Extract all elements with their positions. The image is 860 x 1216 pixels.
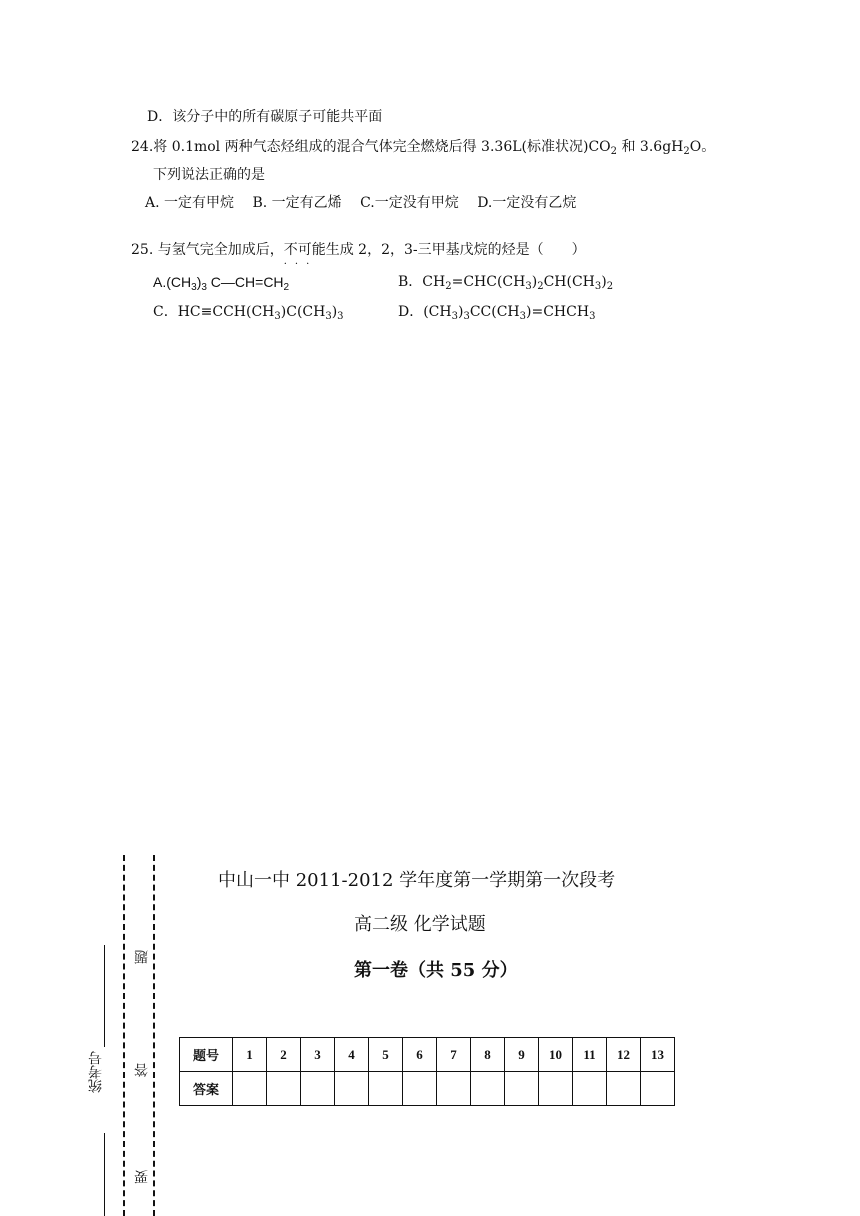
exam-number-label: 统考号 xyxy=(88,1051,104,1093)
q25-c-part: )C(CH xyxy=(280,304,326,320)
q25-stem-part-a: 25. 与氢气完全加成后， xyxy=(131,242,284,258)
q24-stem-part-b: 和 3.6gH xyxy=(617,139,684,155)
answer-table-header-row xyxy=(180,1038,675,1072)
q25-b-part: B．CH xyxy=(398,274,446,290)
q25-c-part: ) xyxy=(331,304,338,320)
q25-b-part: =CHC(CH xyxy=(451,274,526,290)
question-number: 8 xyxy=(471,1038,505,1072)
answer-cell[interactable] xyxy=(641,1072,675,1106)
q25-stem-part-b: 生成 2，2，3-三甲基戊烷的烃是（ ） xyxy=(325,242,586,258)
question-number: 12 xyxy=(607,1038,641,1072)
q25-c-sub: 3 xyxy=(337,311,344,322)
q25-c-part: C．HC≡CCH(CH xyxy=(153,304,275,320)
q24-stem-sub-h2o: 2 xyxy=(683,146,690,157)
q25-a-sub: 3 xyxy=(191,282,197,293)
question-number: 3 xyxy=(301,1038,335,1072)
q25-a-part: ) xyxy=(196,274,202,290)
q25-a-part: C—CH=CH xyxy=(206,274,284,290)
answer-label: 答案 xyxy=(180,1072,233,1106)
q25-a-sub: 2 xyxy=(283,282,290,293)
q25-a-part: A.(CH xyxy=(153,274,192,290)
answer-cell[interactable] xyxy=(471,1072,505,1106)
q25-a-sub: 3 xyxy=(201,282,207,293)
question-number: 2 xyxy=(267,1038,301,1072)
q25-d-sub: 3 xyxy=(463,311,470,322)
q25-d-part: )=CHCH xyxy=(526,304,590,320)
seal-char-da: 答 xyxy=(134,1063,150,1077)
question-number: 11 xyxy=(573,1038,607,1072)
q25-d-part: CC(CH xyxy=(469,304,520,320)
q25-b-sub: 3 xyxy=(594,281,602,292)
seal-line-left xyxy=(123,855,125,1216)
emphasis-dots: ··· xyxy=(283,259,318,270)
q25-c-sub: 3 xyxy=(274,311,281,322)
q25-b-sub: 2 xyxy=(537,281,544,292)
q25-emphasis xyxy=(283,242,326,270)
seal-line-right xyxy=(153,855,155,1216)
q25-d-part: ) xyxy=(457,304,464,320)
question-number: 1 xyxy=(233,1038,267,1072)
answer-cell[interactable] xyxy=(573,1072,607,1106)
answer-cell[interactable] xyxy=(403,1072,437,1106)
volume-title: 第一卷（共 55 分） xyxy=(354,960,518,981)
q25-d-sub: 3 xyxy=(451,311,458,322)
answer-cell[interactable] xyxy=(233,1072,267,1106)
answer-cell[interactable] xyxy=(505,1072,539,1106)
q25-b-part: CH(CH xyxy=(543,274,595,290)
question-number: 6 xyxy=(403,1038,437,1072)
q25-b-part: ) xyxy=(531,274,538,290)
q25-d-sub: 3 xyxy=(589,311,596,322)
q24-stem-part-a: 24.将 0.1mol 两种气态烃组成的混合气体完全燃烧后得 3.36L(标准状况)CO xyxy=(131,139,611,155)
q25-option-a xyxy=(153,273,289,291)
q25-b-sub: 2 xyxy=(606,281,614,292)
q24-stem-line2: 下列说法正确的是 xyxy=(153,167,265,183)
answer-cell[interactable] xyxy=(267,1072,301,1106)
answer-table xyxy=(179,1037,675,1106)
q24-stem-sub-co2: 2 xyxy=(610,146,618,157)
question-number: 4 xyxy=(335,1038,369,1072)
answer-table-answer-row xyxy=(180,1072,675,1106)
seal-char-yao: 要 xyxy=(134,1170,150,1184)
q24-stem xyxy=(131,138,715,156)
exam-number-fill-line xyxy=(104,945,105,1047)
q25-b-part: ) xyxy=(601,274,607,290)
question-number: 7 xyxy=(437,1038,471,1072)
q25-b-sub: 2 xyxy=(445,281,452,292)
answer-cell[interactable] xyxy=(539,1072,573,1106)
q25-option-d xyxy=(398,303,595,321)
question-number: 13 xyxy=(641,1038,675,1072)
q24-stem-part-c: O。 xyxy=(689,139,716,155)
q23-option-d: D．该分子中的所有碳原子可能共平面 xyxy=(147,109,383,125)
q25-emphasis-text: 不可能 xyxy=(283,242,326,258)
answer-cell[interactable] xyxy=(301,1072,335,1106)
question-number: 10 xyxy=(539,1038,573,1072)
seal-char-ti: 题 xyxy=(134,950,150,964)
q25-d-part: D．(CH xyxy=(398,304,452,320)
school-title: 中山一中 2011-2012 学年度第一学期第一次段考 xyxy=(218,870,616,891)
q25-b-sub: 3 xyxy=(525,281,532,292)
answer-cell[interactable] xyxy=(335,1072,369,1106)
question-number: 5 xyxy=(369,1038,403,1072)
name-fill-line xyxy=(104,1133,105,1216)
question-number-label: 题号 xyxy=(180,1038,233,1072)
q25-c-sub: 3 xyxy=(325,311,332,322)
q25-stem xyxy=(131,241,586,270)
answer-cell[interactable] xyxy=(369,1072,403,1106)
q25-d-sub: 3 xyxy=(519,311,527,322)
answer-cell[interactable] xyxy=(607,1072,641,1106)
question-number: 9 xyxy=(505,1038,539,1072)
q25-option-b xyxy=(398,273,613,291)
answer-cell[interactable] xyxy=(437,1072,471,1106)
subject-title: 高二级 化学试题 xyxy=(354,914,486,935)
q24-options: A. 一定有甲烷 B. 一定有乙烯 C.一定没有甲烷 D.一定没有乙烷 xyxy=(145,195,577,211)
q25-option-c xyxy=(153,303,344,321)
